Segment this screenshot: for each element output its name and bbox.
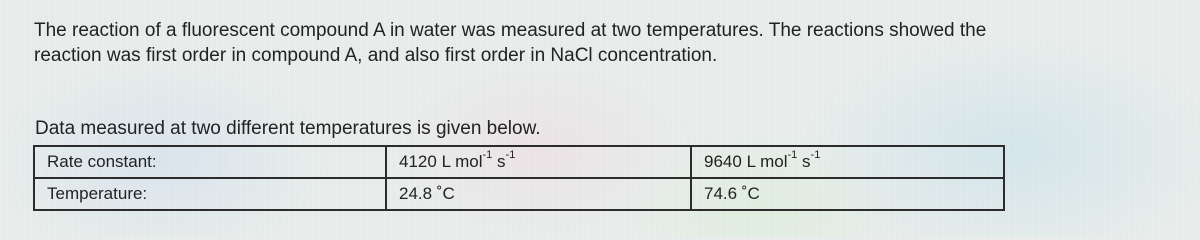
unit-exponent: -1 <box>810 149 821 162</box>
rate-constant-number: 4120 <box>399 152 437 171</box>
rate-constant-unit: L mol <box>746 152 788 171</box>
rate-constant-unit: s <box>497 152 506 171</box>
rate-constant-label: Rate constant: <box>34 146 386 178</box>
measurement-table <box>33 145 1005 211</box>
data-intro-heading: Data measured at two different temperatures is given below. <box>35 118 541 139</box>
rate-constant-number: 9640 <box>704 152 742 171</box>
temperature-label: Temperature: <box>34 178 386 210</box>
table-row-temperature <box>34 178 1004 210</box>
problem-statement-line-1: The reaction of a fluorescent compound A in water was measured at two temperatures. The reactions showed the <box>34 20 987 41</box>
rate-constant-unit: L mol <box>441 152 483 171</box>
temperature-value-1: 24.8 ˚C <box>386 178 691 210</box>
rate-constant-unit: s <box>802 152 811 171</box>
rate-constant-value-2 <box>691 146 1004 178</box>
rate-constant-value-1 <box>386 146 691 178</box>
temperature-value-2: 74.6 ˚C <box>691 178 1004 210</box>
unit-exponent: -1 <box>482 149 493 162</box>
unit-exponent: -1 <box>505 149 516 162</box>
table-row-rate-constant <box>34 146 1004 178</box>
problem-statement-line-2: reaction was first order in compound A, and also first order in NaCl concentration. <box>34 45 718 66</box>
problem-statement <box>34 18 1200 68</box>
unit-exponent: -1 <box>787 149 798 162</box>
